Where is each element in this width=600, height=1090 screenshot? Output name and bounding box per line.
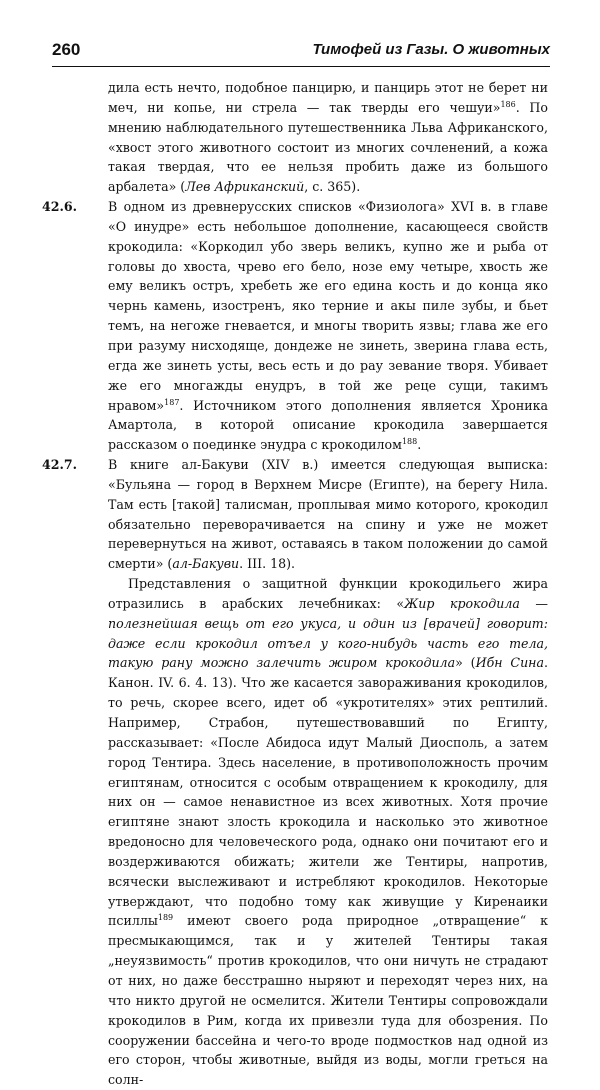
text-run: . [417, 437, 422, 453]
citation: ал-Бакуви [172, 556, 240, 572]
paragraph [108, 574, 548, 1090]
section-number: 42.7. [42, 457, 78, 473]
text-run: имеют своего рода природное „отвращение“ к пресмыкающимся, так и у жителей Тентиры такая „неуязвимость“ против крокодилов, что они ничуть не страдают от них, но даже бесстрашно ныряют и переходят через них, на что никто другой не осмелится. Жители Тентиры сопровождали крокодилов в Рим, когда их привезли туда для обозрения. По сооружении бассейна и чего-то вроде подмостков над одной из его сторон, чтобы животные, выйдя из воды, могли греться на солн- [108, 913, 548, 1088]
section-42-7 [42, 455, 548, 574]
footnote-ref: 187 [164, 397, 180, 407]
citation: Ибн Сина [475, 655, 544, 671]
paragraph [108, 455, 548, 574]
paragraph-continuation [108, 78, 548, 197]
quote-italic: Жир крокодила — полезнейшая вещь от его укуса, и один из [врачей] говорит: даже если крокодил отъел у кого-нибудь часть его тела, такую рану можно залечить жиром крокодила [108, 595, 548, 671]
section-42-6 [42, 197, 548, 455]
text-run: В книге ал-Бакуви (XIV в.) имеется следующая выписка: «Бульяна — город в Верхнем Мисре (Египте), на берегу Нила. Там есть [такой] талисман, проплывая мимо которого, крокодил обязательно переворачивается на спину и уже не может перевернуться на живот, оставаясь в таком положении до самой смерти» ( [108, 457, 548, 572]
text-run: Представления о защитной функции крокодильего жира отразились в арабских лечебниках: « [108, 576, 548, 611]
text-run: » ( [455, 655, 476, 671]
text-run: . III. 18). [239, 556, 296, 572]
paragraph [108, 197, 548, 455]
text-run: , с. 365). [304, 179, 361, 195]
text-run: дила есть нечто, подобное панцирю, и панцирь этот не берет ни меч, ни копье, ни стрела — так тверды его чешуи» [108, 80, 548, 115]
text-run: . Источником этого дополнения является Хроника Амартола, в которой описание крокодила завершается рассказом о поединке энудра с крокодилом [108, 397, 548, 453]
page-body [42, 78, 548, 1090]
footnote-ref: 189 [157, 913, 174, 923]
text-run: . Канон. IV. 6. 4. 13). Что же касается завораживания крокодилов, то речь, скорее всего, идет об «укротителях» этих рептилий. Например, Страбон, путешествовавший по Египту, рассказывает: «После Абидоса идут Малый Диосполь, а затем город Тентира. Здесь население, в противоположность прочим египтянам, относится с особым отвращением к крокодилу, для них он — самое ненавистное из всех животных. Хотя прочие египтяне знают злость крокодила и насколько это животное вредоносно для человеческого рода, однако они почитают его и воздерживаются обижать; жители же Тентиры, напротив, всячески выслеживают и истребляют крокодилов. Некоторые утверждают, что подобно тому как живущие у Киренаики псиллы [108, 655, 548, 929]
text-run: В одном из древнерусских списков «Физиолога» XVI в. в главе «О инудре» есть небольшое дополнение, касающееся свойств крокодила: «Коркодил убо зверь великъ, купно же и рыба от головы до хвоста, чрево его бело, нозе ему четыре, хвость же ему великъ остръ, хребеть же его едина кость и до конца яко чернь камень, изостренъ, яко терние и акы пиле зубы, и бьет темъ, на негоже гневается, и многы творить язвы; глава же его при разуму нисходяще, дондеже не зинеть, зверина глава есть, егда же зинеть усты, весь есть и до рау зевание творя. Убивает же его многажды енудръ, в той же реце сущи, такимъ нравом» [108, 199, 548, 413]
footnote-ref: 188 [401, 437, 418, 446]
section-number: 42.6. [42, 199, 78, 215]
text-run: . По мнению наблюдательного путешественника Льва Африканского, «хвост этого животного состоит из многих сочленений, а кожа такая твердая, что ее нельзя пробить даже из большого арбалета» ( [108, 99, 548, 195]
footnote-ref: 186 [500, 99, 516, 109]
citation: Лев Африканский [185, 179, 305, 195]
running-title: Тимофей из Газы. О животных [312, 41, 550, 58]
page-header [52, 36, 550, 67]
page-number: 260 [52, 40, 81, 59]
